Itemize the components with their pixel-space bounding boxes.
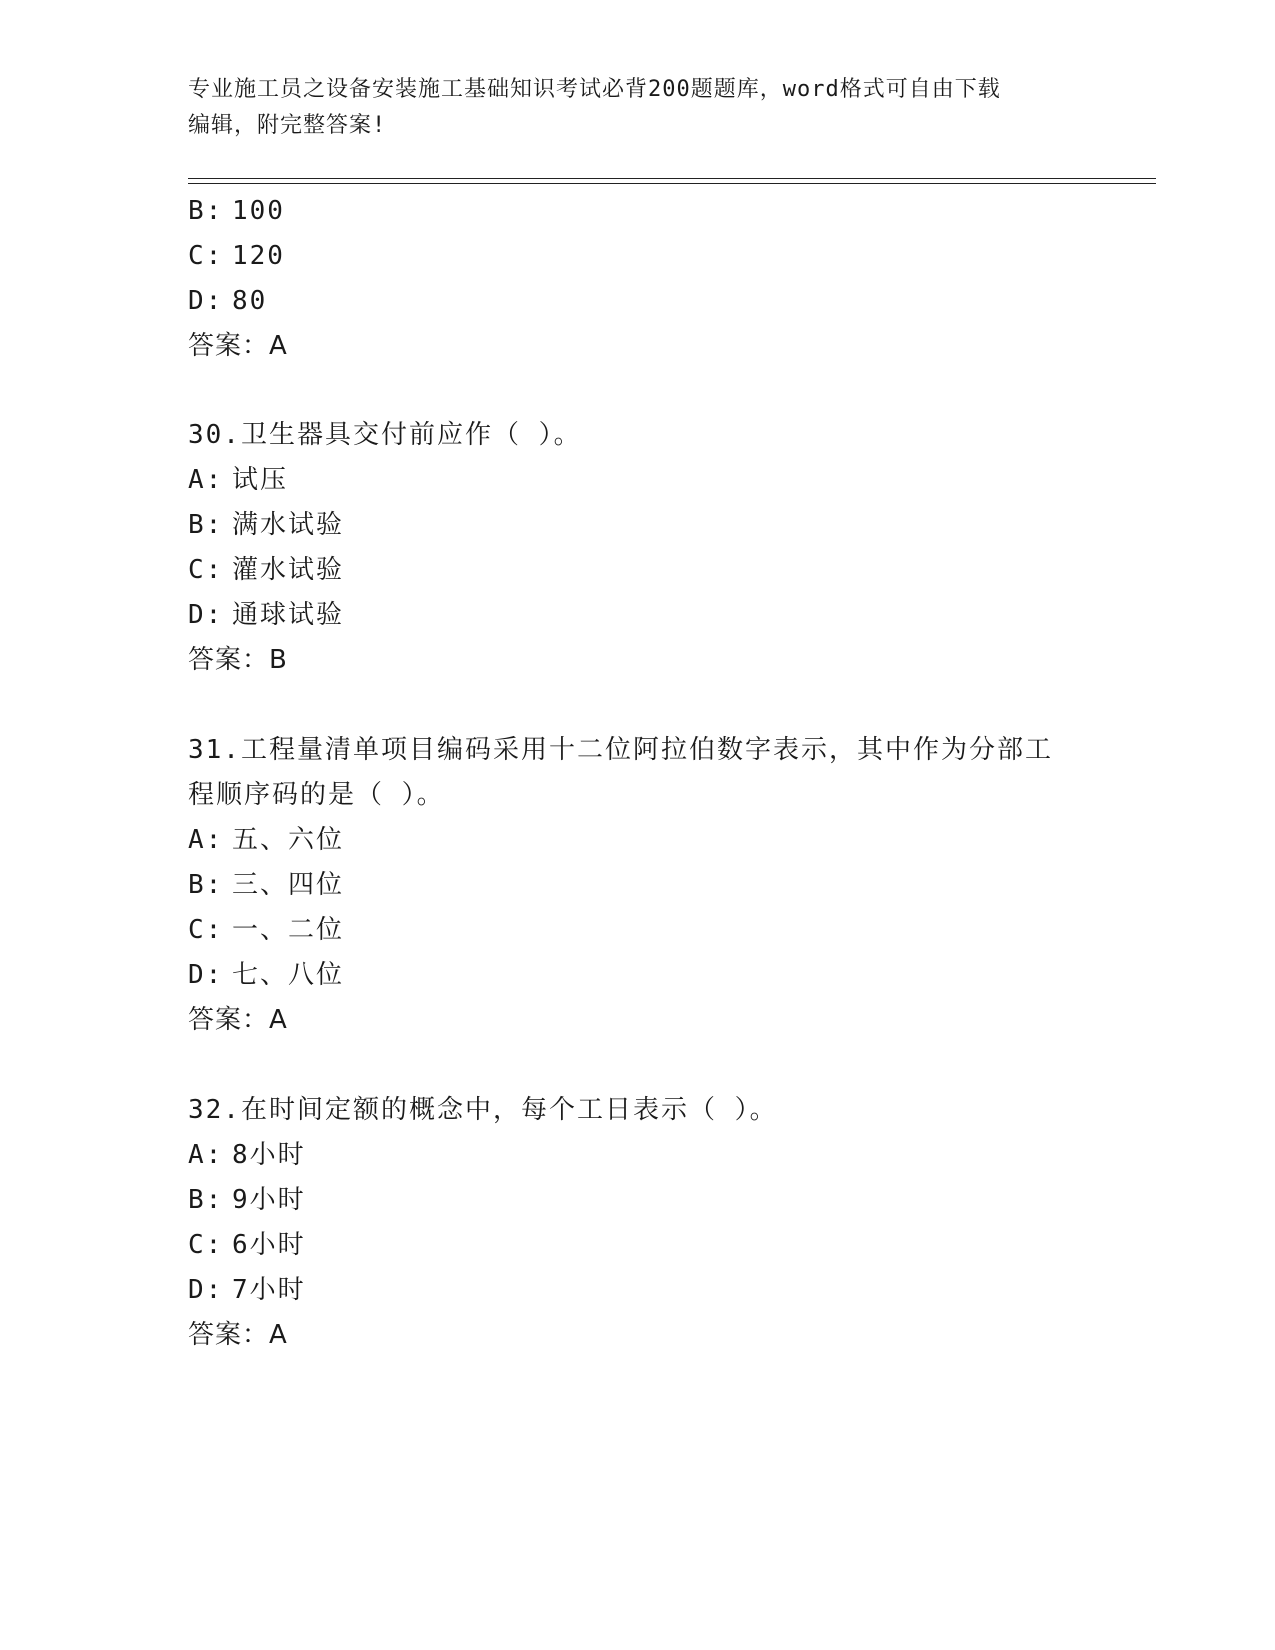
q31-stem-line-1: 31.工程量清单项目编码采用十二位阿拉伯数字表示，其中作为分部工 [188,735,1053,765]
option-key: B: [188,510,224,540]
q29-option-d [188,283,267,319]
q31-option-b [188,867,344,903]
option-text: 7小时 [232,1275,306,1305]
q31-stem-line-2: 程顺序码的是（ ）。 [188,780,445,810]
option-key: C: [188,555,224,585]
option-key: D: [188,600,224,630]
option-text: 8小时 [232,1140,306,1170]
q30-option-d [188,597,344,633]
option-text: 灌水试验 [232,555,345,585]
option-text: 9小时 [232,1185,306,1215]
document-header [188,72,1088,144]
option-text: 七、八位 [232,960,345,990]
option-key: D: [188,960,224,990]
q30-answer: 答案：B [188,645,288,675]
q31-option-c [188,912,344,948]
option-text: 80 [232,286,268,316]
q32-option-c [188,1227,306,1263]
q32-answer: 答案：A [188,1320,288,1350]
option-key: D: [188,286,224,316]
option-key: B: [188,1185,224,1215]
option-text: 通球试验 [232,600,345,630]
q31-option-a [188,822,344,858]
q32-option-d [188,1272,306,1308]
option-key: D: [188,1275,224,1305]
option-key: A: [188,465,224,495]
option-key: C: [188,1230,224,1260]
option-key: B: [188,196,224,226]
header-title-line-1: 专业施工员之设备安装施工基础知识考试必背200题题库，word格式可自由下载 [188,77,1001,102]
q30-option-b [188,507,344,543]
option-text: 试压 [232,465,289,495]
header-divider-top [188,178,1156,179]
q29-option-b [188,193,285,229]
option-text: 100 [232,196,285,226]
option-text: 120 [232,241,285,271]
q29-option-c [188,238,285,274]
option-key: A: [188,825,224,855]
option-key: A: [188,1140,224,1170]
q31-option-d [188,957,344,993]
q30-option-a [188,462,288,498]
option-key: B: [188,870,224,900]
q29-answer: 答案：A [188,331,288,361]
q30-stem: 30.卫生器具交付前应作（ ）。 [188,420,582,450]
option-text: 五、六位 [232,825,345,855]
q32-option-b [188,1182,306,1218]
option-text: 三、四位 [232,870,345,900]
q32-option-a [188,1137,306,1173]
q31-answer: 答案：A [188,1005,288,1035]
option-text: 一、二位 [232,915,345,945]
option-key: C: [188,241,224,271]
q30-option-c [188,552,344,588]
option-key: C: [188,915,224,945]
option-text: 满水试验 [232,510,345,540]
header-divider-bottom [188,183,1156,184]
q32-stem: 32.在时间定额的概念中，每个工日表示（ ）。 [188,1095,778,1125]
header-title-line-2: 编辑，附完整答案! [188,113,387,138]
option-text: 6小时 [232,1230,306,1260]
